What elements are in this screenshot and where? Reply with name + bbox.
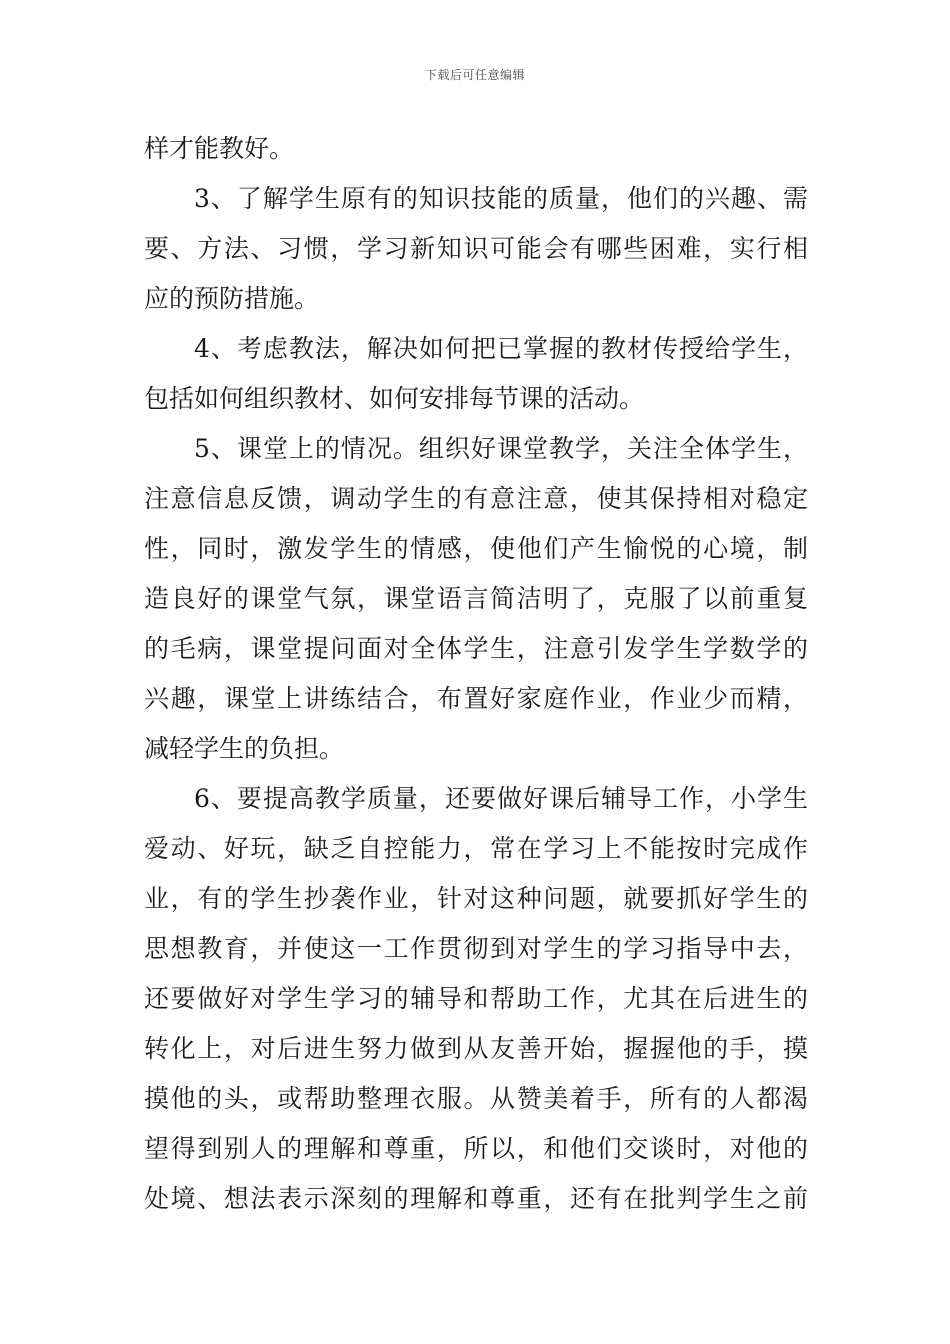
text-line: 注意信息反馈，调动学生的有意注意，使其保持相对稳定 bbox=[144, 484, 808, 513]
text-line: 性，同时，激发学生的情感，使他们产生愉悦的心境，制 bbox=[144, 534, 808, 563]
text-line: 包括如何组织教材、如何安排每节课的活动。 bbox=[144, 384, 645, 413]
text-line: 业，有的学生抄袭作业，针对这种问题，就要抓好学生的 bbox=[144, 884, 808, 913]
text-line: 转化上，对后进生努力做到从友善开始，握握他的手，摸 bbox=[144, 1034, 808, 1063]
text-line: 造良好的课堂气氛，课堂语言简洁明了，克服了以前重复 bbox=[144, 584, 808, 613]
text-line: 摸他的头，或帮助整理衣服。从赞美着手，所有的人都渴 bbox=[144, 1084, 808, 1113]
text-line: 的毛病，课堂提问面对全体学生，注意引发学生学数学的 bbox=[144, 634, 808, 663]
text-line: 4、考虑教法，解决如何把已掌握的教材传授给学生， bbox=[194, 334, 808, 363]
text-line: 爱动、好玩，缺乏自控能力，常在学习上不能按时完成作 bbox=[144, 834, 808, 863]
text-line: 思想教育，并使这一工作贯彻到对学生的学习指导中去， bbox=[144, 934, 808, 963]
text-line: 处境、想法表示深刻的理解和尊重，还有在批判学生之前 bbox=[144, 1184, 808, 1213]
text-line: 要、方法、习惯，学习新知识可能会有哪些困难，实行相 bbox=[144, 234, 808, 263]
text-line: 样才能教好。 bbox=[144, 134, 295, 163]
text-line: 3、了解学生原有的知识技能的质量，他们的兴趣、需 bbox=[194, 184, 808, 213]
text-line: 还要做好对学生学习的辅导和帮助工作，尤其在后进生的 bbox=[144, 984, 808, 1013]
text-line: 应的预防措施。 bbox=[144, 284, 320, 313]
body-text bbox=[144, 124, 808, 1224]
text-line: 6、要提高教学质量，还要做好课后辅导工作，小学生 bbox=[194, 784, 808, 813]
text-line: 5、课堂上的情况。组织好课堂教学，关注全体学生， bbox=[194, 434, 808, 463]
page-header: 下载后可任意编辑 bbox=[424, 68, 525, 82]
text-line: 望得到别人的理解和尊重，所以，和他们交谈时，对他的 bbox=[144, 1134, 808, 1163]
text-line: 减轻学生的负担。 bbox=[144, 734, 345, 763]
text-line: 兴趣，课堂上讲练结合，布置好家庭作业，作业少而精， bbox=[144, 684, 808, 713]
